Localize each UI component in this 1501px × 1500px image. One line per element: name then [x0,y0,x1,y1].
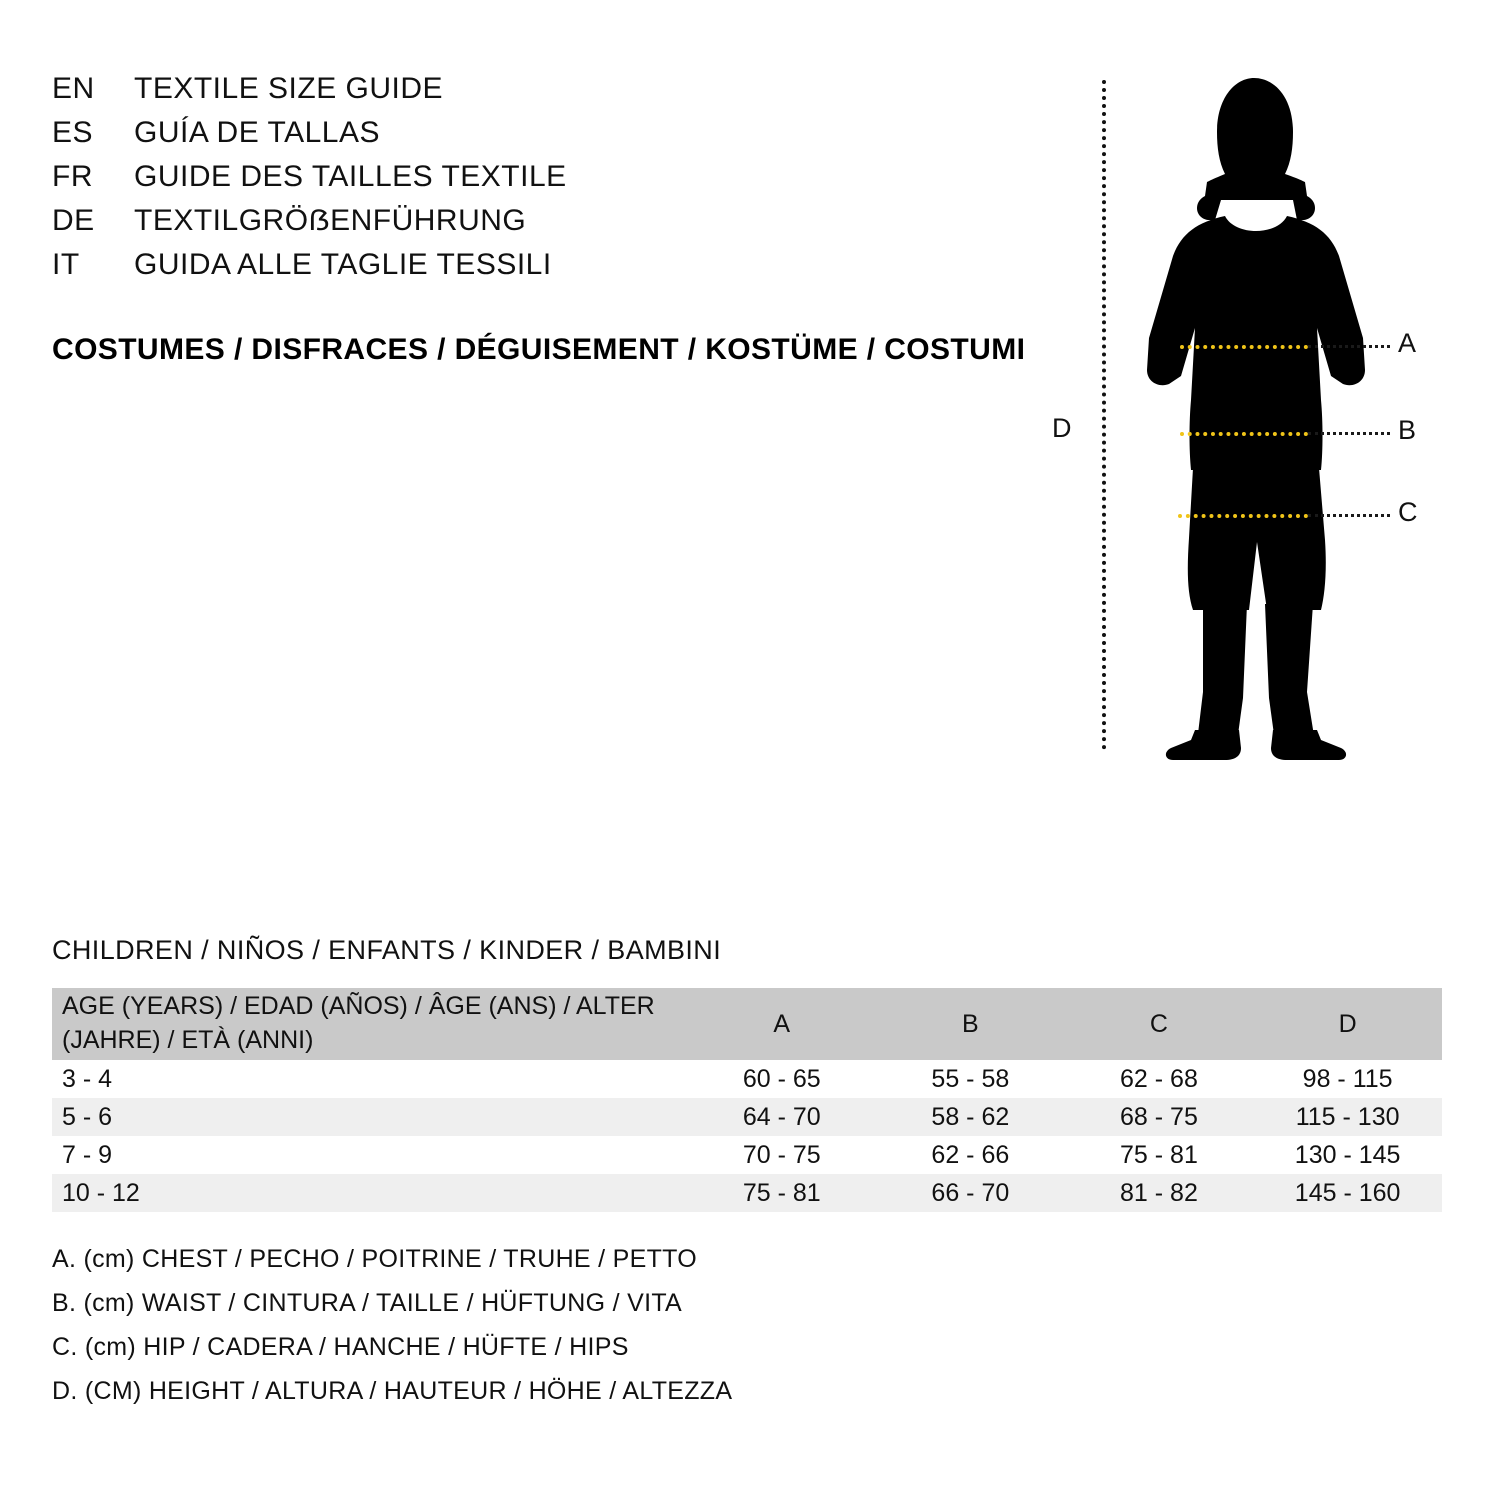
cell-b: 55 - 58 [876,1060,1065,1098]
marker-label-b: B [1398,415,1417,445]
size-table-header [52,988,1442,1060]
chest-leader-line [1308,345,1390,348]
legend-item-hip: C. (cm) HIP / CADERA / HANCHE / HÜFTE / HIPS [52,1333,629,1361]
marker-label-a: A [1398,328,1417,358]
table-row [52,1060,1442,1098]
cell-a: 70 - 75 [687,1136,876,1174]
language-row-fr [52,160,1032,204]
header-age: AGE (YEARS) / EDAD (AÑOS) / ÂGE (ANS) / ALTER (JAHRE) / ETÀ (ANNI) [52,988,687,1060]
language-text-de: TEXTILGRÖẞENFÜHRUNG [134,204,527,237]
cell-c: 62 - 68 [1065,1060,1254,1098]
waist-leader-line [1308,432,1390,435]
marker-label-d: D [1052,413,1072,443]
costumes-subtitle: COSTUMES / DISFRACES / DÉGUISEMENT / KOSTÜME / COSTUMI [52,333,1026,366]
language-row-it [52,248,1032,292]
language-row-de [52,204,1032,248]
children-section-title: CHILDREN / NIÑOS / ENFANTS / KINDER / BAMBINI [52,935,722,965]
language-code-fr: FR [52,160,93,193]
cell-age: 7 - 9 [52,1136,687,1174]
cell-age: 5 - 6 [52,1098,687,1136]
size-table-body [52,1060,1442,1212]
legend-item-chest: A. (cm) CHEST / PECHO / POITRINE / TRUHE / PETTO [52,1245,698,1273]
language-code-de: DE [52,204,95,237]
cell-b: 58 - 62 [876,1098,1065,1136]
language-text-en: TEXTILE SIZE GUIDE [134,72,444,105]
hip-measure-line [1178,514,1308,518]
cell-a: 60 - 65 [687,1060,876,1098]
header-b: B [876,988,1065,1060]
legend-item-waist: B. (cm) WAIST / CINTURA / TAILLE / HÜFTUNG / VITA [52,1289,683,1317]
language-row-en [52,72,1032,116]
table-row [52,1098,1442,1136]
cell-c: 68 - 75 [1065,1098,1254,1136]
height-guide-line [1102,80,1106,750]
cell-c: 81 - 82 [1065,1174,1254,1212]
header-c: C [1065,988,1254,1060]
table-row [52,1174,1442,1212]
hip-leader-line [1308,514,1390,517]
cell-d: 130 - 145 [1253,1136,1442,1174]
legend-item-height: D. (CM) HEIGHT / ALTURA / HAUTEUR / HÖHE / ALTEZZA [52,1377,733,1405]
cell-age: 10 - 12 [52,1174,687,1212]
header-a: A [687,988,876,1060]
measurement-figure [1030,60,1470,760]
header-d: D [1253,988,1442,1060]
language-code-es: ES [52,116,94,149]
language-title-list [52,72,1032,292]
language-row-es [52,116,1032,160]
cell-b: 62 - 66 [876,1136,1065,1174]
waist-measure-line [1180,432,1308,436]
cell-d: 115 - 130 [1253,1098,1442,1136]
cell-d: 145 - 160 [1253,1174,1442,1212]
cell-age: 3 - 4 [52,1060,687,1098]
chest-measure-line [1180,345,1308,349]
marker-label-c: C [1398,497,1418,527]
language-text-es: GUÍA DE TALLAS [134,116,380,149]
table-header-row [52,988,1442,1060]
cell-a: 75 - 81 [687,1174,876,1212]
cell-d: 98 - 115 [1253,1060,1442,1098]
cell-b: 66 - 70 [876,1174,1065,1212]
measurement-legend [52,1245,1052,1421]
size-table [52,988,1442,1212]
child-silhouette-icon [1125,70,1375,760]
table-row [52,1136,1442,1174]
language-code-it: IT [52,248,80,281]
cell-c: 75 - 81 [1065,1136,1254,1174]
language-text-fr: GUIDE DES TAILLES TEXTILE [134,160,567,193]
language-text-it: GUIDA ALLE TAGLIE TESSILI [134,248,552,281]
language-code-en: EN [52,72,95,105]
cell-a: 64 - 70 [687,1098,876,1136]
